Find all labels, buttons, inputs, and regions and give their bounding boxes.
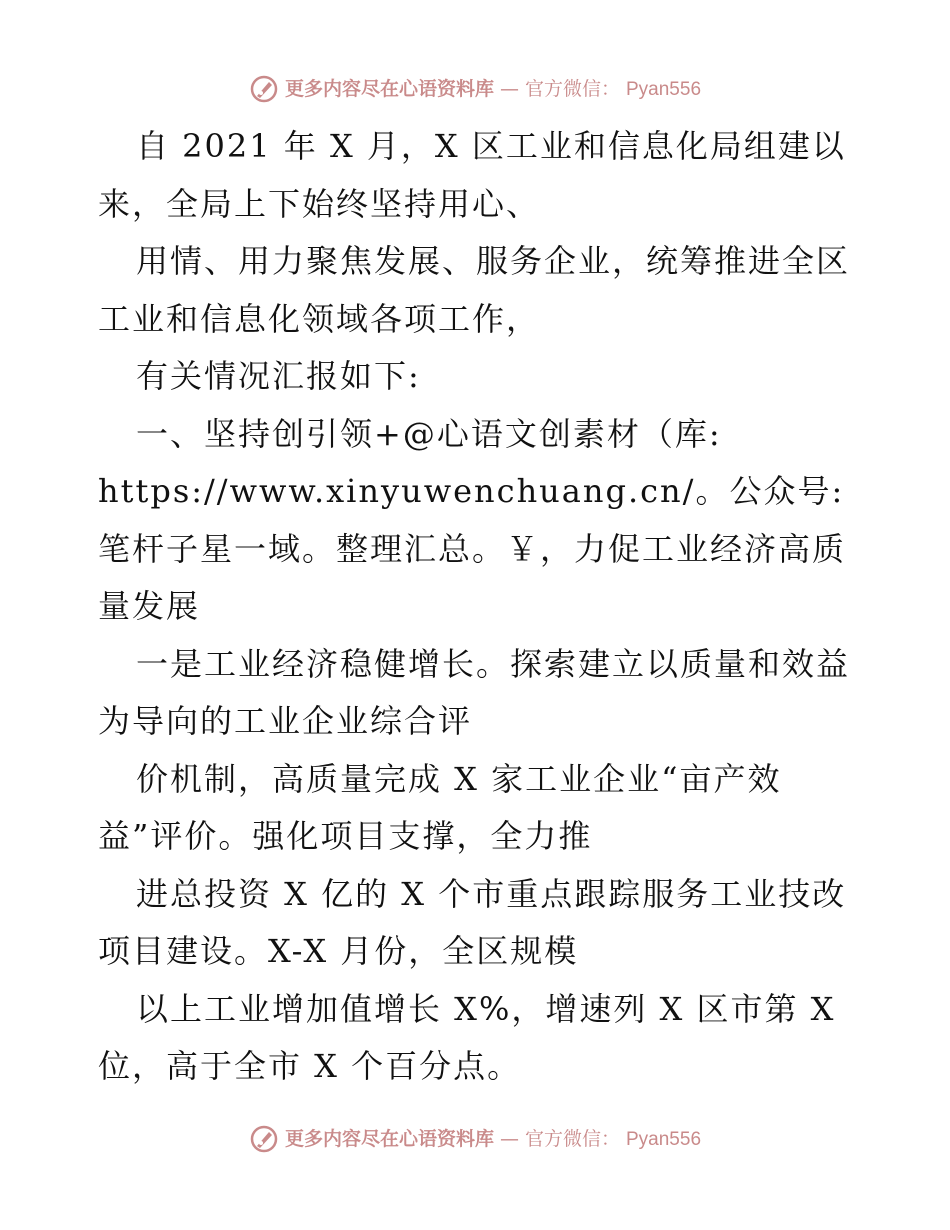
paragraph-source-note: https://www.xinyuwenchuang.cn/。公众号: 笔杆子星一域。整理汇总。￥，力促工业经济高质量发展 [98, 472, 847, 625]
watermark-contact-label: 官方微信： [524, 1127, 620, 1150]
watermark-brand: 更多内容尽在心语资料库 [284, 1127, 494, 1150]
paragraph-intro: 自 2021 年 X 月，X 区工业和信息化局组建以来，全局上下始终坚持用心、 [98, 127, 846, 223]
paragraph-point-one-growth: 以上工业增加值增长 X%，增速列 X 区市第 X 位，高于全市 X 个百分点。 [98, 989, 836, 1085]
section-heading-one: 一、坚持创引领+@心语文创素材（库: [136, 414, 722, 453]
watermark-header [0, 74, 950, 104]
watermark-separator: — [499, 77, 519, 100]
watermark-footer [0, 1124, 950, 1154]
watermark-separator: — [499, 1127, 519, 1150]
watermark-contact-id: Pyan556 [626, 78, 702, 100]
paragraph-intro-continued: 用情、用力聚焦发展、服务企业，统筹推进全区工业和信息化领域各项工作， [98, 242, 851, 338]
pen-circle-logo-icon [249, 74, 279, 104]
document-body [98, 118, 858, 1096]
watermark-contact-label: 官方微信： [524, 77, 620, 100]
paragraph-report-lead: 有关情况汇报如下: [136, 357, 421, 395]
paragraph-point-one-projects: 进总投资 X 亿的 X 个市重点跟踪服务工业技改项目建设。X-X 月份，全区规模 [98, 874, 847, 970]
watermark-brand: 更多内容尽在心语资料库 [284, 77, 494, 100]
pen-circle-logo-icon [249, 1124, 279, 1154]
paragraph-point-one-evaluation: 价机制，高质量完成 X 家工业企业“亩产效益”评价。强化项目支撑，全力推 [98, 759, 782, 855]
watermark-contact-id: Pyan556 [626, 1128, 702, 1150]
paragraph-point-one: 一是工业经济稳健增长。探索建立以质量和效益为导向的工业企业综合评 [98, 644, 851, 740]
